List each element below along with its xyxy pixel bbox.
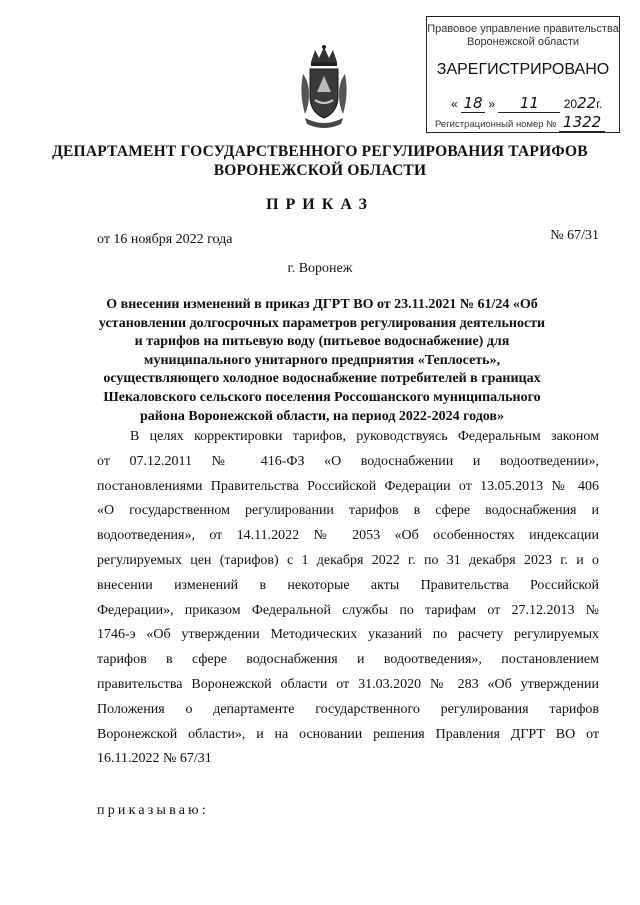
stamp-month: 11	[498, 94, 560, 113]
registration-stamp	[426, 16, 620, 133]
order-date: от 16 ноября 2022 года	[97, 232, 233, 247]
order-title: ПРИКАЗ	[266, 196, 374, 213]
stamp-day: 18	[461, 94, 485, 113]
preamble-line: водоотведения», от 14.11.2022 № 2053 «Об особенностях индексации	[97, 528, 599, 544]
preamble-line: Воронежской области», и на основании решения Правления ДГРТ ВО от	[97, 726, 599, 742]
department-title: ДЕПАРТАМЕНТ ГОСУДАРСТВЕННОГО РЕГУЛИРОВАНИЯ ТАРИФОВ ВОРОНЕЖСКОЙ ОБЛАСТИ	[52, 143, 588, 179]
order-number: № 67/31	[550, 228, 599, 243]
stamp-number: 1322	[559, 113, 605, 132]
stamp-number-row	[435, 113, 605, 131]
preamble-line: регулируемых цен (тарифов) с 1 декабря 2022 г. по 31 декабря 2023 г. и о	[97, 552, 599, 568]
preamble-line: 16.11.2022 № 67/31	[97, 751, 212, 767]
preamble-line: «О государственном регулировании тарифов в сфере водоснабжения и	[97, 503, 599, 519]
preamble-line: тарифов в сфере водоснабжения и водоотведения», постановлением	[97, 652, 599, 668]
preamble-line: 1746-э «Об утверждении Методических указаний по расчету регулируемых	[97, 627, 599, 643]
order-verb: приказываю:	[97, 803, 209, 818]
voronezh-coat-of-arms-icon	[297, 44, 351, 130]
stamp-date	[451, 94, 602, 113]
stamp-quote-open: «	[451, 97, 458, 111]
stamp-year-mark: г.	[596, 97, 603, 111]
city: г. Воронеж	[287, 261, 353, 276]
preamble-line: В целях корректировки тарифов, руководствуясь Федеральным законом	[130, 429, 599, 444]
preamble-line: внесении изменений в некоторые акты Правительства Российской	[97, 577, 599, 593]
stamp-line-2: Воронежской области	[466, 36, 579, 48]
preamble-line: Положения о департаменте государственного регулирования тарифов	[97, 701, 599, 717]
order-subject: О внесении изменений в приказ ДГРТ ВО от 23.11.2021 № 61/24 «Об установлении долгосрочных параметров регулирования деятельности и тарифов на питьевую воду (питьевое водоснабжение) для муниципального унитарного предприятия «Теплосеть», осуществляющего холодное водоснабжение потребителей в границах Шекаловского сельского поселения Россошанского муниципального района Воронежской области, на период 2022-2024 годов»	[98, 297, 546, 424]
preamble-text	[97, 425, 599, 772]
stamp-year-prefix: 20	[563, 97, 578, 111]
stamp-line-1: Правовое управление правительства	[427, 23, 619, 35]
preamble-line: Федерации», приказом Федеральной службы по тарифам от 27.12.2013 №	[97, 602, 599, 618]
preamble-line: постановлениями Правительства Российской Федерации от 13.05.2013 № 406	[97, 478, 599, 494]
preamble-line: правительства Воронежской области от 31.03.2020 № 283 «Об утверждении	[97, 676, 599, 692]
preamble-line: от 07.12.2011 № 416-ФЗ «О водоснабжении и водоотведении»,	[97, 453, 599, 469]
stamp-quote-close: »	[488, 97, 496, 111]
stamp-year-suffix: 22	[577, 94, 597, 112]
stamp-registered: ЗАРЕГИСТРИРОВАНО	[436, 61, 610, 78]
stamp-number-label: Регистрационный номер №	[435, 119, 557, 130]
